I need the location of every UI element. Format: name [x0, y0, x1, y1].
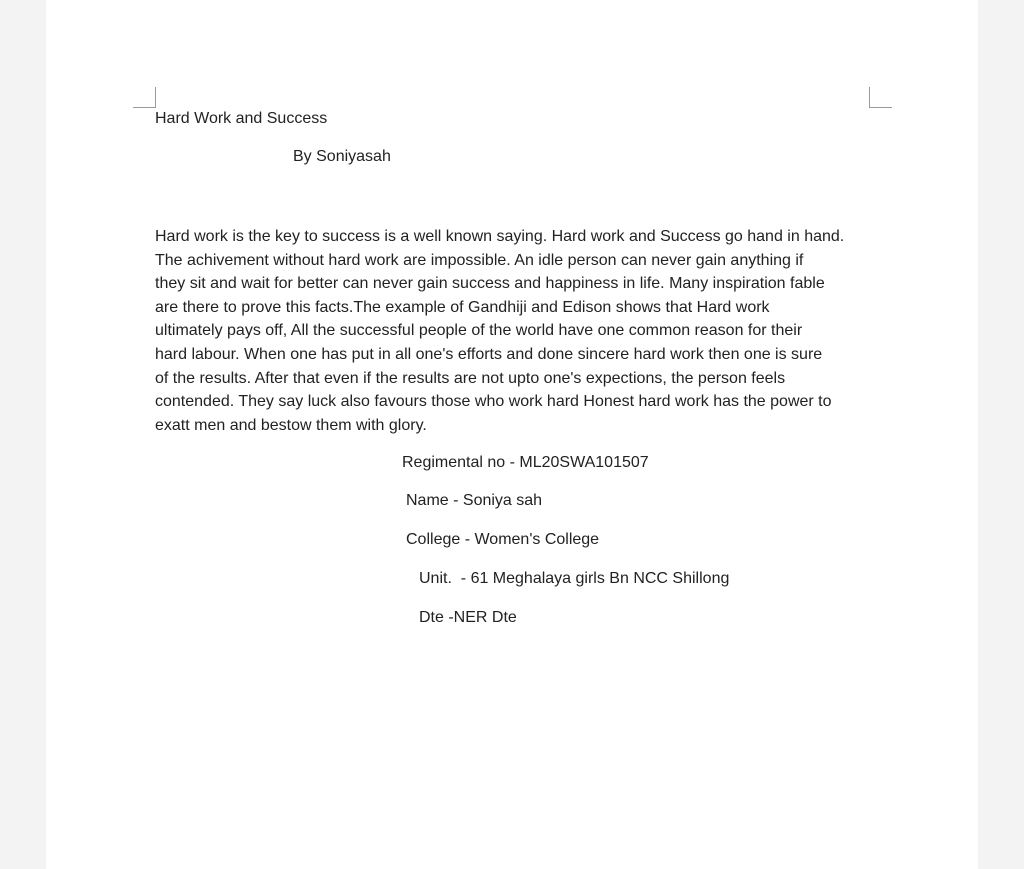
- document-title: Hard Work and Success: [155, 110, 328, 127]
- body-line: exatt men and bestow them with glory.: [155, 416, 427, 434]
- margin-corner-top-right: [869, 87, 892, 108]
- body-line: are there to prove this facts.The example of Gandhiji and Edison shows that Hard work: [155, 298, 770, 316]
- body-line: ultimately pays off, All the successful people of the world have one common reason for their: [155, 322, 803, 340]
- body-line: Hard work is the key to success is a well known saying. Hard work and Success go hand in hand.: [155, 228, 845, 245]
- document-byline: By Soniyasah: [293, 148, 391, 165]
- body-line: contended. They say luck also favours those who work hard Honest hard work has the power to: [155, 393, 832, 411]
- signature-dte: Dte -NER Dte: [419, 609, 517, 626]
- signature-college: College - Women's College: [406, 531, 600, 548]
- body-line: The achivement without hard work are impossible. An idle person can never gain anything if: [155, 251, 804, 269]
- signature-unit: Unit. - 61 Meghalaya girls Bn NCC Shillong: [419, 570, 730, 587]
- body-line: of the results. After that even if the results are not upto one's expections, the person feels: [155, 369, 786, 387]
- margin-corner-top-left: [133, 87, 156, 108]
- document-page: [46, 0, 978, 869]
- signature-name: Name - Soniya sah: [406, 492, 543, 509]
- signature-regimental-no: Regimental no - ML20SWA101507: [402, 454, 649, 471]
- body-line: they sit and wait for better can never gain success and happiness in life. Many inspiration fable: [155, 275, 825, 293]
- body-line: hard labour. When one has put in all one's efforts and done sincere hard work then one is sure: [155, 345, 823, 363]
- body-paragraph: [155, 225, 895, 437]
